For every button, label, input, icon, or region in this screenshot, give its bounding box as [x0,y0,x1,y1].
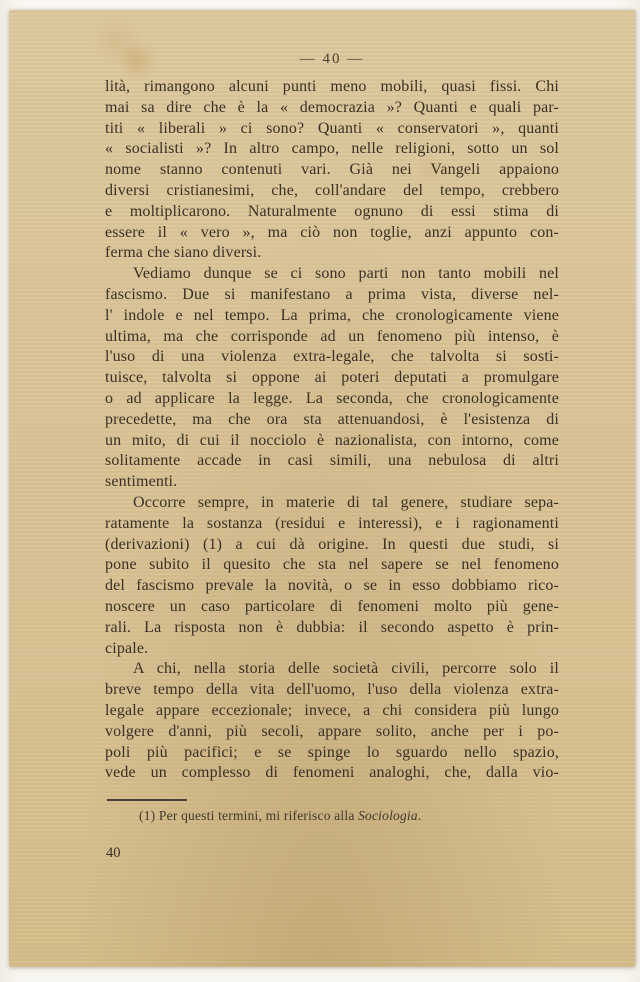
body-text [105,77,559,784]
body-paragraph [105,659,559,784]
text-line: del fascismo prevale la novità, o se in esso dobbiamo rico- [105,577,559,595]
text-line: pone subito il quesito che sta nel sapere se nel fenomeno [105,556,559,574]
text-line: sentimenti. [105,473,178,491]
text-line: cipale. [105,639,149,657]
text-line: nome stanno contenuti vari. Già nei Vangeli appaiono [105,161,559,179]
text-line: ratamente la sostanza (residui e interessi), e i ragionamenti [105,514,559,532]
footnote-text: . [417,808,422,824]
text-line: diversi cristianesimi, che, coll'andare del tempo, crebbero [105,181,559,199]
book-page [9,10,635,967]
page-header-number: — 40 — [299,51,365,67]
footnote-rule [107,799,187,801]
text-line: mai sa dire che è la « democrazia »? Quanti e quali par- [105,98,559,116]
text-line: Occorre sempre, in materie di tal genere, studiare sepa- [133,493,559,511]
text-line: (derivazioni) (1) a cui dà origine. In questi due studi, si [105,535,559,553]
text-line: ultima, ma che corrisponde ad un fenomeno più intenso, è [105,327,559,345]
page-number: 40 [106,845,121,862]
text-line: e moltiplicarono. Naturalmente ognuno di essi stima di [105,202,559,220]
footnote [105,808,559,824]
text-line: tuisce, talvolta si oppone ai poteri deputati a promulgare [105,369,559,387]
text-line: l' indole e nel tempo. La prima, che cronologicamente viene [105,306,559,324]
text-line: essere il « vero », ma ciò non toglie, anzi appunto con- [105,223,559,241]
text-line: « socialisti »? In altro campo, nelle religioni, sotto un sol [105,140,559,158]
text-line: precedette, ma che ora sta attenuandosi, è l'esistenza di [105,410,559,428]
text-line: poli più pacifici; e se spinge lo sguardo nello spazio, [105,743,559,761]
footnote-work-title: Sociologia [358,808,418,824]
text-line: solitamente accade in casi simili, una nebulosa di altri [105,452,559,470]
body-paragraph [105,493,559,659]
text-line: volgere d'anni, più secoli, appare solito, anche per i po- [105,722,559,740]
text-line: ferma che siano diversi. [105,244,262,262]
text-line: A chi, nella storia delle società civili, percorre solo il [133,660,559,678]
text-line: noscere un caso particolare di fenomeni molto più gene- [105,597,559,615]
text-line: o ad applicare la legge. La seconda, che cronologicamente [105,389,559,407]
text-line: vede un complesso di fenomeni analoghi, che, dalla vio- [105,764,559,782]
text-line: legale appare eccezionale; invece, a chi considera più lungo [105,701,559,719]
text-line: un mito, di cui il nocciolo è nazionalista, con intorno, come [105,431,559,449]
text-line: lità, rimangono alcuni punti meno mobili, quasi fissi. Chi [105,78,559,95]
text-line: Vediamo dunque se ci sono parti non tanto mobili nel [133,265,559,283]
text-line: titi « liberali » ci sono? Quanti « conservatori », quanti [105,119,559,137]
text-line: breve tempo della vita dell'uomo, l'uso della violenza extra- [105,681,559,699]
text-line: rali. La risposta non è dubbia: il secondo aspetto è prin- [105,618,559,636]
text-line: l'uso di una violenza extra-legale, che talvolta si sosti- [105,348,559,366]
body-paragraph [105,264,559,493]
body-paragraph [105,77,559,264]
text-line: fascismo. Due si manifestano a prima vista, diverse nel- [105,285,559,303]
footnote-text: (1) Per questi termini, mi riferisco alla [139,808,359,824]
